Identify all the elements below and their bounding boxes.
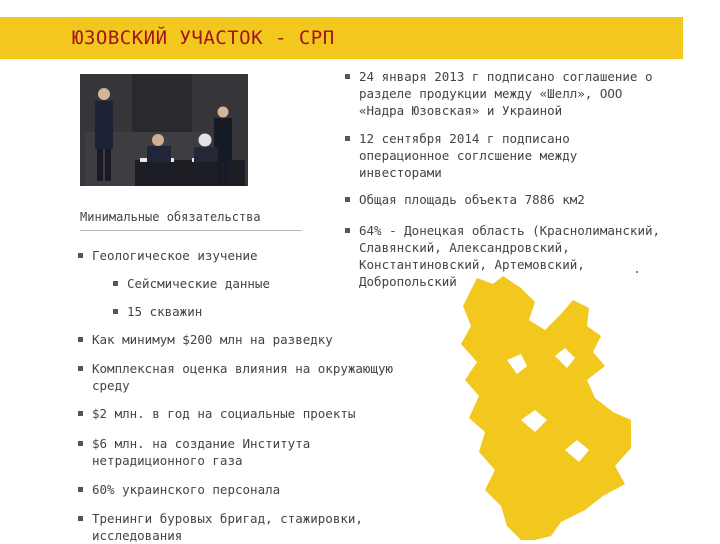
bullet-icon — [78, 516, 83, 521]
obligation-text: 60% украинского персонала — [92, 482, 281, 497]
bullet-line: 64% - Донецкая область (Краснолиманский, — [359, 223, 661, 238]
bullet-line: разделе продукции между «Шелл», ООО — [359, 86, 623, 101]
bullet-icon — [78, 487, 83, 492]
obligation-text: Комплексная оценка влияния на окружающую — [92, 361, 394, 376]
obligation-text: исследования — [92, 528, 183, 543]
obligation-text: Тренинги буровых бригад, стажировки, — [92, 511, 363, 526]
obligation-text: $6 млн. на создание Института — [92, 436, 311, 451]
bullet-line: Константиновский, Артемовский, — [359, 257, 585, 272]
bullet-line: инвесторами — [359, 165, 442, 180]
bullet-icon — [78, 441, 83, 446]
obligation-text: Сейсмические данные — [127, 276, 270, 291]
bullet-line: 24 января 2013 г подписано соглашение о — [359, 69, 653, 84]
bullet-icon — [345, 74, 350, 79]
bullet-line: операционное соглсшение между — [359, 148, 578, 163]
bullet-line: Общая площадь объекта 7886 км2 — [359, 192, 585, 207]
map-marker-dot — [636, 271, 638, 273]
yuzovsky-area-map — [455, 270, 645, 540]
bullet-line: Добропольский — [359, 274, 457, 289]
obligations-divider — [80, 230, 302, 231]
bullet-line: «Надра Юзовская» и Украиной — [359, 103, 563, 118]
slide-title: ЮЗОВСКИЙ УЧАСТОК - СРП — [72, 27, 335, 49]
obligations-heading: Минимальные обязательства — [80, 210, 261, 224]
obligation-text: нетрадиционного газа — [92, 453, 243, 468]
bullet-line: 12 сентября 2014 г подписано — [359, 131, 570, 146]
obligation-text: среду — [92, 378, 130, 393]
obligation-text: Геологическое изучение — [92, 248, 258, 263]
bullet-line: Славянский, Александровский, — [359, 240, 570, 255]
obligation-text: $2 млн. в год на социальные проекты — [92, 406, 356, 421]
bullet-icon — [113, 309, 118, 314]
bullet-icon — [345, 228, 350, 233]
bullet-icon — [78, 253, 83, 258]
bullet-icon — [345, 197, 350, 202]
bullet-icon — [78, 337, 83, 342]
signing-ceremony-photo — [80, 74, 248, 186]
bullet-icon — [78, 366, 83, 371]
obligation-text: 15 скважин — [127, 304, 203, 319]
bullet-icon — [345, 136, 350, 141]
bullet-icon — [78, 411, 83, 416]
obligation-text: Как минимум $200 млн на разведку — [92, 332, 333, 347]
bullet-icon — [113, 281, 118, 286]
